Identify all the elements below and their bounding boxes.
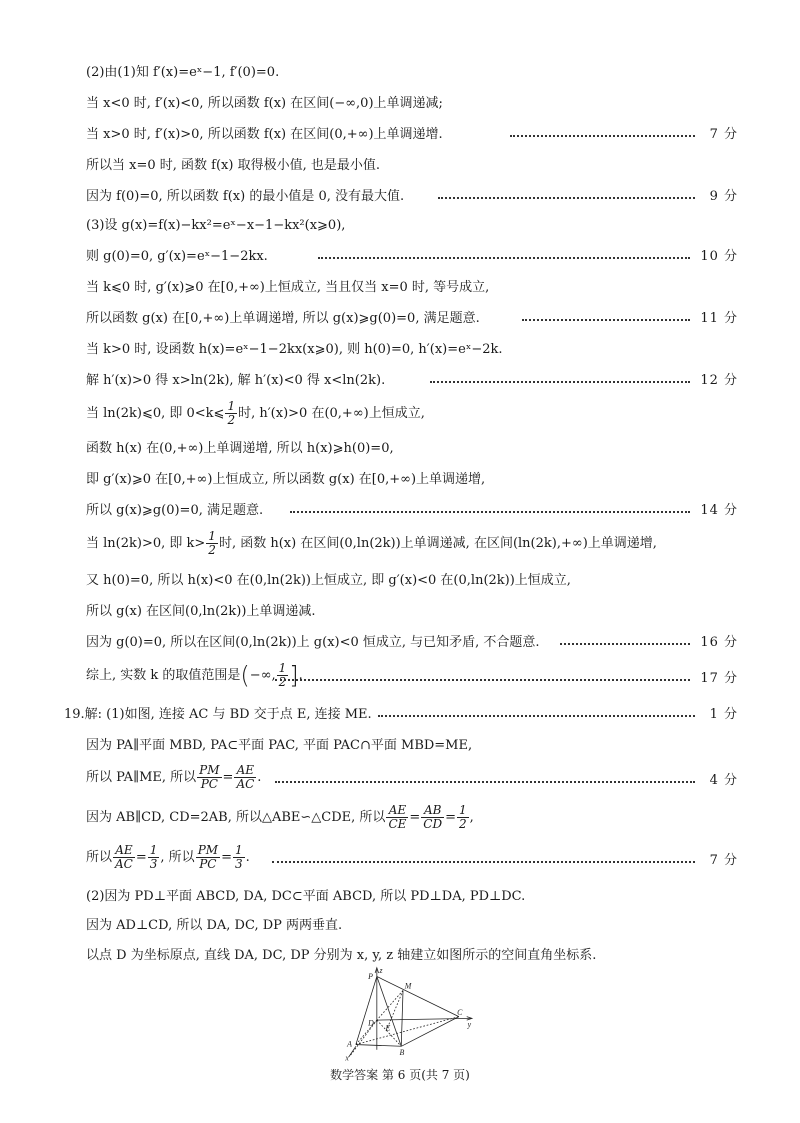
fraction: [234, 764, 256, 791]
numerator: AE: [113, 844, 135, 858]
edge-mb: [401, 990, 403, 1046]
numerator: 1: [149, 843, 158, 857]
line: [0, 804, 800, 838]
text: 19.解: (1)如图, 连接 AC 与 BD 交于点 E, 连接 ME.: [64, 707, 372, 722]
text: 又 h(0)=0, 所以 h(x)<0 在(0,ln(2k))上恒成立, 即 g′(x)<0 在(0,ln(2k))上恒成立,: [86, 573, 571, 588]
dot-leader: [378, 715, 695, 717]
label-m: M: [404, 981, 412, 991]
denominator: PC: [200, 777, 218, 791]
numerator: AB: [421, 804, 444, 818]
text-part: 时, 函数 h(x) 在区间(0,ln(2k))上单调递减, 在区间(ln(2k),+∞)上单调递增,: [218, 536, 657, 551]
text-part: 所以: [86, 850, 113, 865]
text: 因为 g(0)=0, 所以在区间(0,ln(2k))上 g(x)<0 恒成立, 与已知矛盾, 不合题意.: [86, 635, 540, 650]
text: [86, 764, 261, 791]
line: [0, 244, 800, 270]
label-c: C: [457, 1007, 463, 1017]
line: [0, 337, 800, 363]
dot-leader: [510, 135, 695, 137]
period: .: [298, 668, 303, 683]
dot-leader: [275, 781, 695, 783]
line: [0, 153, 800, 179]
fraction: [421, 804, 444, 831]
numerator: AE: [234, 764, 256, 778]
text: 当 k>0 时, 设函数 h(x)=eˣ−1−2kx(x⩾0), 则 h(0)=0, h′(x)=eˣ−2k.: [86, 342, 503, 357]
numerator: AE: [386, 804, 408, 818]
text: 当 x<0 时, f′(x)<0, 所以函数 f(x) 在区间(−∞,0)上单调递减;: [86, 96, 443, 111]
line: [0, 568, 800, 594]
score: 17 分: [700, 671, 738, 686]
denominator: 2: [208, 543, 216, 557]
text: 所以函数 g(x) 在[0,+∞)上单调递增, 所以 g(x)⩾g(0)=0, 满足题意.: [86, 311, 480, 326]
line: [0, 91, 800, 117]
text: (2)因为 PD⊥平面 ABCD, DA, DC⊂平面 ABCD, 所以 PD⊥DA, PD⊥DC.: [86, 889, 526, 904]
line: [0, 530, 800, 562]
fraction: [206, 530, 218, 557]
score: 12 分: [700, 373, 738, 388]
score: 16 分: [700, 635, 738, 650]
coordinate-figure: [330, 966, 490, 1062]
text: 则 g(0)=0, g′(x)=eˣ−1−2kx.: [86, 249, 268, 264]
denominator: 2: [459, 817, 467, 831]
denominator: 2: [227, 413, 236, 427]
numerator: 1: [278, 661, 287, 675]
fraction: [148, 844, 160, 871]
line: [0, 467, 800, 493]
fraction: [386, 804, 408, 831]
score: 1 分: [709, 707, 738, 722]
eq: =: [222, 770, 234, 785]
line: [0, 884, 800, 910]
line: [0, 764, 800, 798]
label-a: A: [347, 1039, 352, 1049]
period: .: [245, 850, 250, 865]
text: [86, 662, 303, 689]
label-e: E: [385, 1023, 391, 1033]
line: [0, 275, 800, 301]
text-part: 当 ln(2k)⩽0, 即 0<k⩽: [86, 406, 225, 421]
text: 因为 PA∥平面 MBD, PA⊂平面 PAC, 平面 PAC∩平面 MBD=ME,: [86, 738, 473, 753]
text: 所以当 x=0 时, 函数 f(x) 取得极小值, 也是最小值.: [86, 158, 380, 173]
denominator: AC: [236, 777, 255, 791]
text: 所以 g(x) 在区间(0,ln(2k))上单调递减.: [86, 604, 316, 619]
dot-leader: [272, 861, 695, 863]
dot-leader: [318, 257, 690, 259]
fraction: [196, 844, 220, 871]
text-part: −∞,: [249, 668, 276, 683]
score: 4 分: [709, 773, 738, 788]
bracket-open: (: [240, 661, 250, 690]
text: 当 k⩽0 时, g′(x)⩾0 在[0,+∞)上恒成立, 当且仅当 x=0 时, 等号成立,: [86, 280, 490, 295]
text: 以点 D 为坐标原点, 直线 DA, DC, DP 分别为 x, y, z 轴建立如图所示的空间直角坐标系.: [86, 948, 597, 963]
score: 10 分: [700, 249, 738, 264]
numerator: PM: [197, 843, 219, 857]
period: .: [257, 770, 262, 785]
line: [0, 122, 800, 148]
text: [86, 400, 425, 427]
text-part: 所以 PA∥ME, 所以: [86, 770, 197, 785]
text: [86, 844, 250, 871]
numerator: 1: [227, 399, 236, 413]
page-footer: 数学答案 第 6 页(共 7 页): [330, 1068, 470, 1082]
eq: =: [409, 810, 421, 825]
text: 函数 h(x) 在(0,+∞)上单调递增, 所以 h(x)⩾h(0)=0,: [86, 441, 394, 456]
line: [0, 599, 800, 625]
text-part: 时, h′(x)>0 在(0,+∞)上恒成立,: [238, 406, 425, 421]
text: 解 h′(x)>0 得 x>ln(2k), 解 h′(x)<0 得 x<ln(2k).: [86, 373, 386, 388]
text: 当 x>0 时, f′(x)>0, 所以函数 f(x) 在区间(0,+∞)上单调递增.: [86, 127, 443, 142]
line: [0, 400, 800, 432]
numerator: PM: [199, 763, 220, 777]
text: 因为 AD⊥CD, 所以 DA, DC, DP 两两垂直.: [86, 918, 343, 933]
denominator: 3: [149, 857, 158, 871]
denominator: AC: [115, 857, 133, 871]
line: [0, 213, 800, 239]
score: 11 分: [700, 311, 738, 326]
fraction: [457, 804, 469, 831]
line: [0, 436, 800, 462]
numerator: 1: [234, 843, 243, 857]
text-part: 综上, 实数 k 的取值范围是: [86, 668, 241, 683]
label-p: P: [368, 972, 373, 982]
line: [0, 630, 800, 656]
line: [0, 702, 800, 728]
score: 7 分: [709, 127, 738, 142]
text-part: , 所以: [160, 850, 195, 865]
dot-leader: [290, 511, 690, 513]
score: 9 分: [709, 189, 738, 204]
edge-md: [377, 990, 403, 1020]
score: 7 分: [709, 853, 738, 868]
numerator: 1: [459, 803, 467, 817]
denominator: CE: [388, 817, 407, 831]
line: [0, 662, 800, 696]
line: [0, 368, 800, 394]
text-part: 因为 AB∥CD, CD=2AB, 所以△ABE∽△CDE, 所以: [86, 810, 386, 825]
dot-leader: [560, 643, 690, 645]
label-d: D: [368, 1018, 374, 1028]
fraction: [225, 400, 237, 427]
label-x: x: [345, 1053, 349, 1062]
eq: =: [135, 850, 147, 865]
line: [0, 60, 800, 86]
line: [0, 498, 800, 524]
line: [0, 844, 800, 878]
line: [0, 306, 800, 332]
eq: =: [445, 810, 457, 825]
denominator: 2: [278, 675, 287, 689]
denominator: CD: [423, 817, 443, 831]
line: [0, 184, 800, 210]
line: [0, 913, 800, 939]
dot-leader: [275, 679, 690, 681]
text: [86, 530, 657, 557]
numerator: 1: [208, 529, 216, 543]
text: (3)设 g(x)=f(x)−kx²=eˣ−x−1−kx²(x⩾0),: [86, 218, 346, 233]
dot-leader: [522, 319, 690, 321]
fraction: [277, 662, 289, 689]
line: [0, 733, 800, 759]
eq: =: [221, 850, 232, 865]
denominator: PC: [199, 857, 217, 871]
text-part: 当 ln(2k)>0, 即 k>: [86, 536, 206, 551]
text: [86, 804, 474, 831]
fraction: [197, 764, 221, 791]
score: 14 分: [700, 503, 738, 518]
text: (2)由(1)知 f′(x)=eˣ−1, f′(0)=0.: [86, 65, 280, 80]
fraction: [113, 844, 135, 871]
dot-leader: [438, 197, 695, 199]
label-z: z: [379, 966, 383, 975]
edge-bc: [401, 1017, 459, 1047]
denominator: 3: [234, 857, 243, 871]
text: 即 g′(x)⩾0 在[0,+∞)上恒成立, 所以函数 g(x) 在[0,+∞)上单调递增,: [86, 472, 486, 487]
text: 因为 f(0)=0, 所以函数 f(x) 的最小值是 0, 没有最大值.: [86, 189, 405, 204]
edge-ab: [356, 1045, 401, 1047]
label-y: y: [467, 1020, 472, 1030]
fraction: [233, 844, 245, 871]
text: 所以 g(x)⩾g(0)=0, 满足题意.: [86, 503, 264, 518]
comma: ,: [469, 810, 474, 825]
dot-leader: [430, 381, 690, 383]
bracket-close: ]: [289, 661, 299, 690]
label-b: B: [399, 1048, 405, 1058]
